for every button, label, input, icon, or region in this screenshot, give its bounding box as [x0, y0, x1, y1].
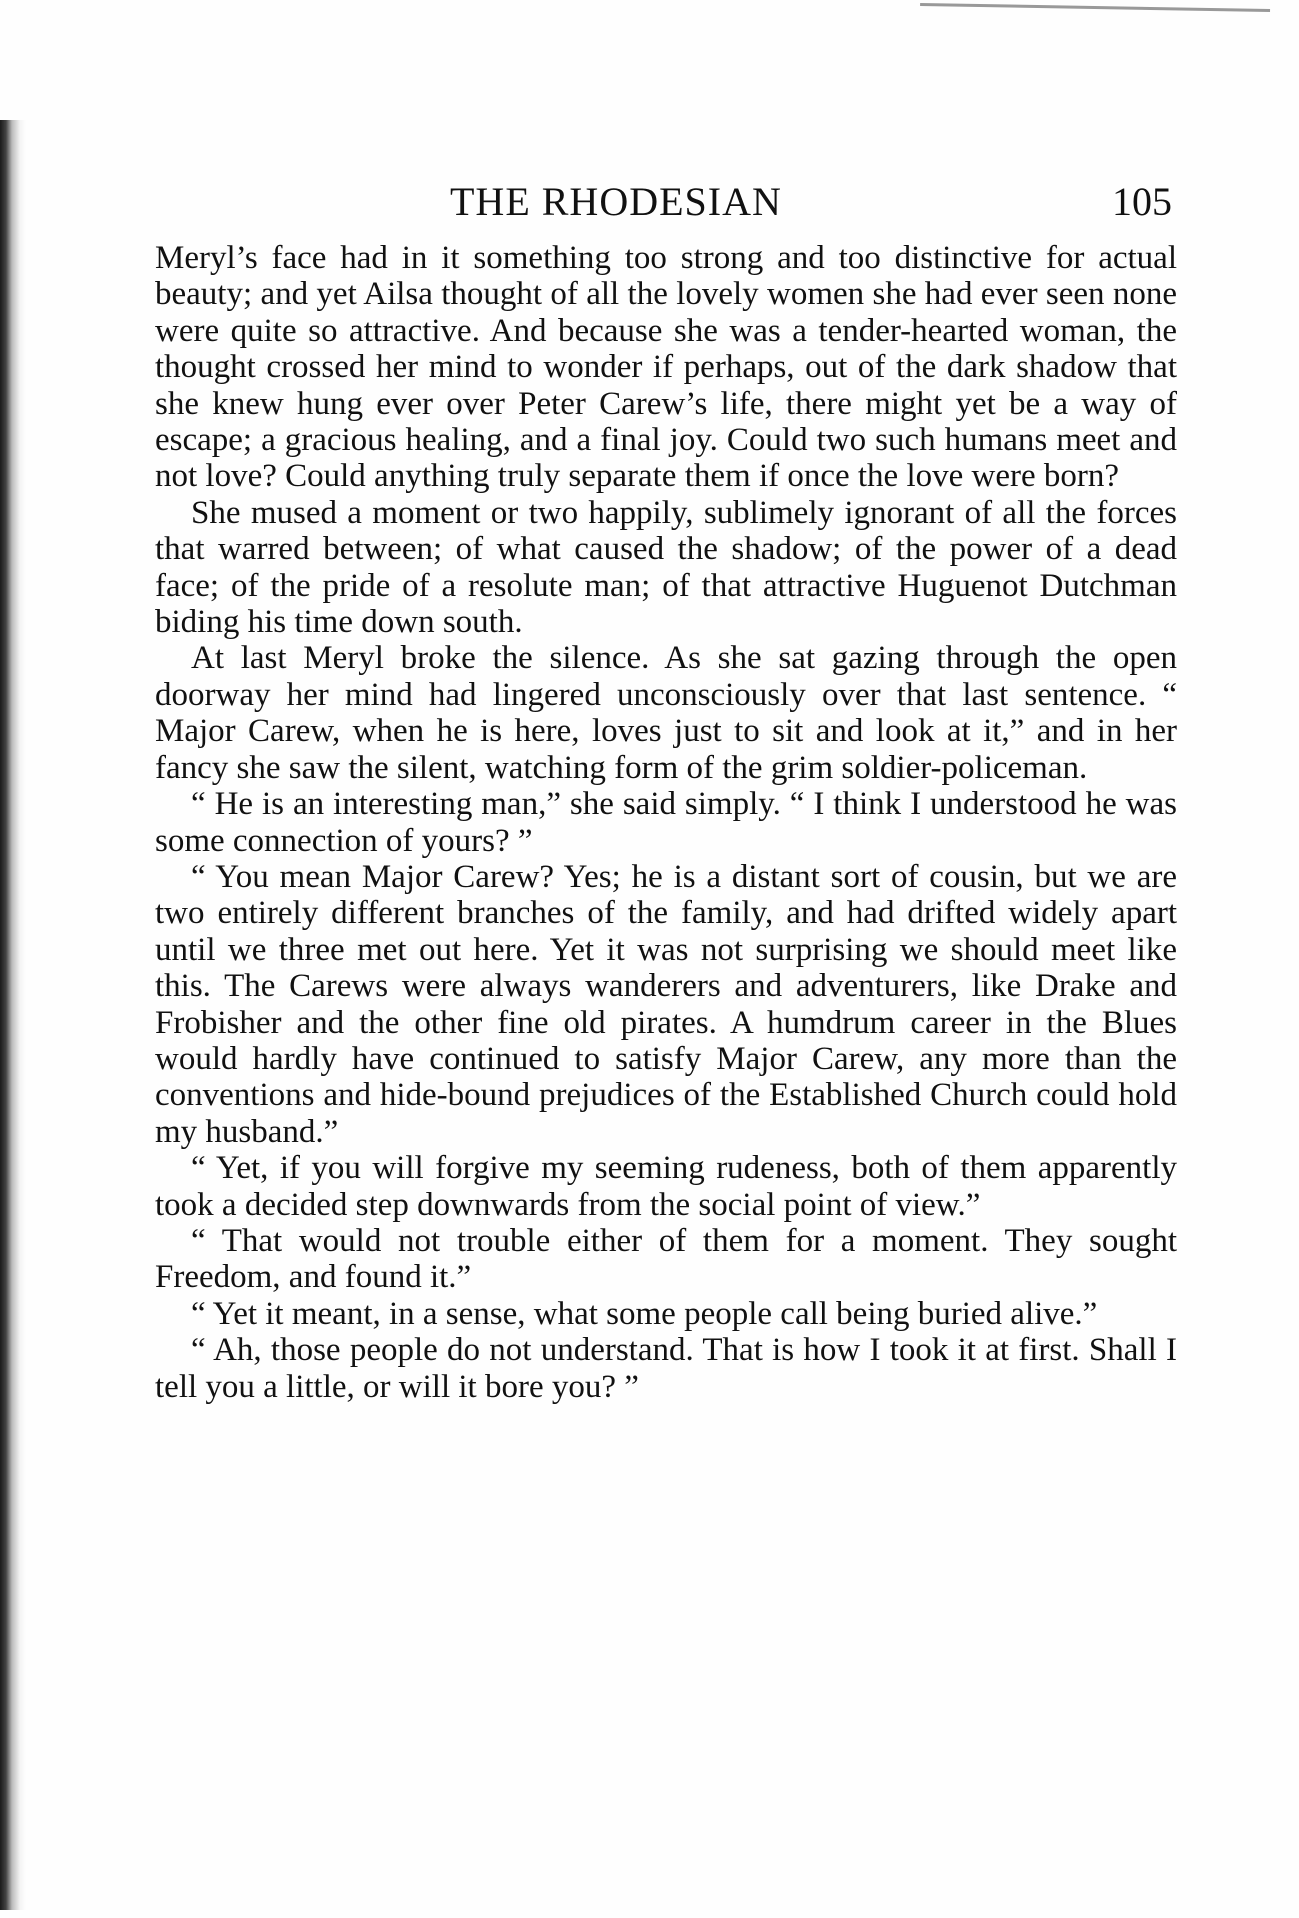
page-binding-edge — [0, 120, 26, 1910]
paragraph: “ Yet it meant, in a sense, what some people call being buried alive.” — [191, 1295, 1098, 1332]
scan-mark — [920, 3, 1270, 20]
paragraph: At last Meryl broke the silence. As she sat gazing through the open doorway her mind had lingered unconsciously over that last sentence. “ Major Carew, when he is here, loves just to sit and look at it,” and in her fancy she saw the silent, watching form of the grim soldier-policeman. — [155, 640, 1177, 786]
running-title: THE RHODESIAN — [450, 179, 782, 224]
running-header — [450, 178, 1172, 230]
paragraph: She mused a moment or two happily, sublimely ignorant of all the forces that warred between; of what caused the shadow; of the power of a dead face; of the pride of a resolute man; of that attractive Huguenot Dutchman biding his time down south. — [155, 494, 1177, 641]
paragraph: Meryl’s face had in it something too strong and too distinctive for actual beauty; and yet Ailsa thought of all the lovely women she had ever seen none were quite so attractive. And because she was a tender-hearted woman, the thought crossed her mind to wonder if perhaps, out of the dark shadow that she knew hung ever over Peter Carew’s life, there might yet be a way of escape; a gracious healing, and a final joy. Could two such humans meet and not love? Could anything truly separate them if once the love were born? — [155, 240, 1177, 495]
paragraph: “ Yet, if you will forgive my seeming rudeness, both of them apparently took a decided step downwards from the social point of view.” — [155, 1150, 1177, 1223]
paragraph: “ You mean Major Carew? Yes; he is a distant sort of cousin, but we are two entirely different branches of the family, and had drifted widely apart until we three met out here. Yet it was not surprising we should meet like this. The Carews were always wanderers and adventurers, like Drake and Frobisher and the other fine old pirates. A humdrum career in the Blues would hardly have continued to satisfy Major Carew, any more than the conventions and hide-bound prejudices of the Established Church could hold my husband.” — [155, 858, 1177, 1150]
paragraph: “ He is an interesting man,” she said simply. “ I think I understood he was some connection of yours? ” — [155, 786, 1177, 859]
paragraph: “ That would not trouble either of them for a moment. They sought Freedom, and found it.” — [155, 1222, 1177, 1296]
page-number: 105 — [1112, 179, 1172, 224]
paragraph: “ Ah, those people do not understand. That is how I took it at first. Shall I tell you a little, or will it bore you? ” — [155, 1332, 1177, 1405]
body-text — [155, 240, 1177, 1405]
